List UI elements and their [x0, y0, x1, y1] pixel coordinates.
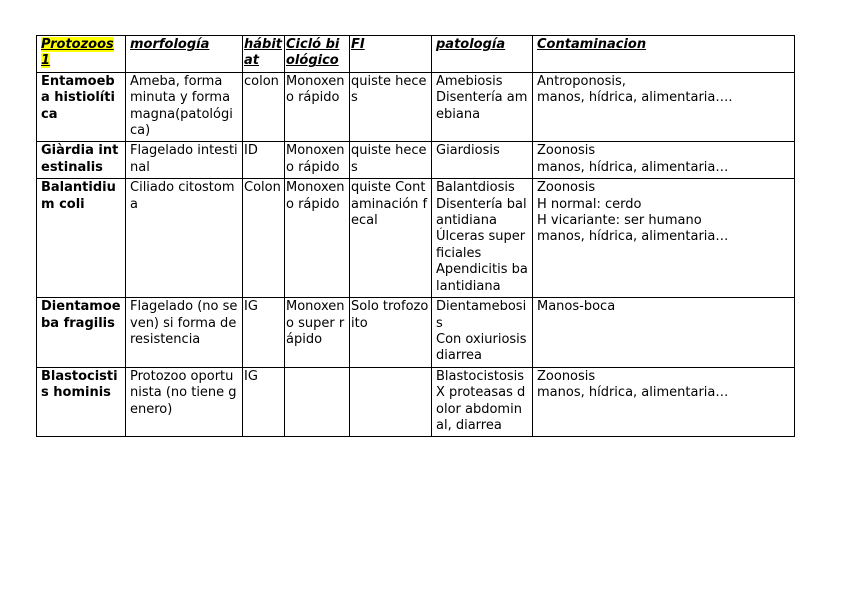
organism-name: Giàrdia intestinalis [41, 143, 119, 175]
cell-morfologia [126, 367, 243, 437]
patologia-line: Disentería amebiana [436, 90, 528, 122]
habitat-text: ID [244, 143, 258, 159]
contaminacion-line: manos, hídrica, alimentaria…. [537, 90, 733, 106]
cell-contaminacion [533, 367, 795, 437]
table-row [37, 367, 795, 437]
header-cell-fi [350, 36, 432, 73]
header-cell-patologia [432, 36, 533, 73]
header-contaminacion: Contaminacion [537, 37, 647, 52]
table-row [37, 179, 795, 298]
cell-contaminacion [533, 179, 795, 298]
header-protozoo: Protozoos 1 [41, 37, 114, 69]
organism-name: Balantidium coli [41, 180, 116, 212]
contaminacion-line: Zoonosis [537, 143, 596, 159]
header-cell-ciclo [285, 36, 350, 73]
patologia-line: Disentería balantidiana [436, 196, 527, 229]
table-row [37, 72, 795, 142]
cell-ciclo [285, 72, 350, 142]
cell-habitat [243, 72, 285, 142]
cell-patologia [432, 179, 533, 298]
morfologia-text: Ameba, forma minuta y forma magna(patológica) [130, 73, 233, 139]
cell-fi [350, 142, 432, 179]
cell-name [37, 367, 126, 437]
habitat-text: IG [244, 368, 258, 384]
cell-patologia [432, 72, 533, 142]
contaminacion-line: manos, hídrica, alimentaria… [537, 229, 729, 245]
contaminacion-line: Manos-boca [537, 299, 616, 315]
habitat-text: colon [244, 73, 279, 89]
habitat-text: IG [244, 299, 258, 315]
patologia-line: Con oxiuriosis diarrea [436, 331, 527, 364]
ciclo-text: Monoxeno super rápido [286, 299, 345, 347]
cell-ciclo [285, 142, 350, 179]
cell-habitat [243, 142, 285, 179]
cell-contaminacion [533, 72, 795, 142]
table-body [37, 36, 795, 437]
fi-text: quiste heces [351, 143, 427, 175]
cell-habitat [243, 367, 285, 437]
contaminacion-line: Zoonosis [537, 368, 596, 384]
morfologia-text: Ciliado citostoma [130, 180, 235, 212]
table-row [37, 142, 795, 179]
ciclo-text: Monoxeno rápido [286, 143, 345, 175]
organism-name: Blastocistis hominis [41, 368, 118, 401]
habitat-text: Colon [244, 180, 281, 196]
morfologia-text: Protozoo oportunista (no tiene genero) [130, 368, 237, 417]
cell-fi [350, 298, 432, 368]
patologia-line: Amebiosis [436, 73, 503, 89]
cell-fi [350, 72, 432, 142]
cell-ciclo [285, 179, 350, 298]
organism-name: Entamoeba histiolítica [41, 73, 115, 122]
contaminacion-line: H vicariante: ser humano [537, 213, 702, 229]
cell-fi [350, 179, 432, 298]
contaminacion-line: manos, hídrica, alimentaria… [537, 159, 729, 175]
cell-name [37, 142, 126, 179]
cell-fi [350, 367, 432, 437]
header-cell-morfologia [126, 36, 243, 73]
cell-morfologia [126, 298, 243, 368]
table-row [37, 298, 795, 368]
cell-patologia [432, 367, 533, 437]
cell-ciclo [285, 298, 350, 368]
ciclo-text: Monoxeno rápido [286, 73, 345, 106]
patologia-line: Giardiosis [436, 143, 500, 159]
header-cell-protozoo [37, 36, 126, 73]
header-ciclo: Cicló biológico [286, 37, 340, 69]
cell-habitat [243, 298, 285, 368]
header-cell-habitat [243, 36, 285, 73]
contaminacion-line: Antroponosis, [537, 73, 626, 89]
patologia-line: Balantdiosis [436, 180, 515, 196]
morfologia-text: Flagelado intestinal [130, 143, 238, 175]
fi-text: quiste heces [351, 73, 427, 106]
cell-patologia [432, 298, 533, 368]
cell-name [37, 179, 126, 298]
cell-ciclo [285, 367, 350, 437]
cell-name [37, 72, 126, 142]
contaminacion-line: H normal: cerdo [537, 196, 642, 212]
fi-text: Solo trofozoito [351, 299, 429, 331]
protozoa-table [36, 35, 795, 437]
patologia-line: X proteasas dolor abdominal, diarrea [436, 385, 526, 433]
cell-morfologia [126, 179, 243, 298]
header-habitat: hábitat [244, 37, 283, 69]
header-row [37, 36, 795, 73]
cell-contaminacion [533, 298, 795, 368]
patologia-line: Apendicitis balantidiana [436, 262, 528, 294]
morfologia-text: Flagelado (no se ven) si forma de resistencia [130, 299, 238, 347]
ciclo-text: Monoxeno rápido [286, 180, 345, 212]
patologia-line: Dientamebosis [436, 299, 527, 331]
cell-name [37, 298, 126, 368]
header-patologia: patología [436, 37, 506, 52]
organism-name: Dientamoeba fragilis [41, 299, 121, 331]
cell-contaminacion [533, 142, 795, 179]
header-cell-contaminacion [533, 36, 795, 73]
cell-patologia [432, 142, 533, 179]
header-morfologia: morfología [130, 37, 210, 52]
cell-morfologia [126, 72, 243, 142]
header-fi: FI [351, 37, 365, 52]
cell-morfologia [126, 142, 243, 179]
patologia-line: Úlceras superficiales [436, 229, 526, 261]
contaminacion-line: manos, hídrica, alimentaria… [537, 385, 729, 401]
patologia-line: Blastocistosis [436, 368, 525, 384]
cell-habitat [243, 179, 285, 298]
contaminacion-line: Zoonosis [537, 180, 596, 196]
fi-text: quiste Contaminación fecal [351, 180, 428, 229]
